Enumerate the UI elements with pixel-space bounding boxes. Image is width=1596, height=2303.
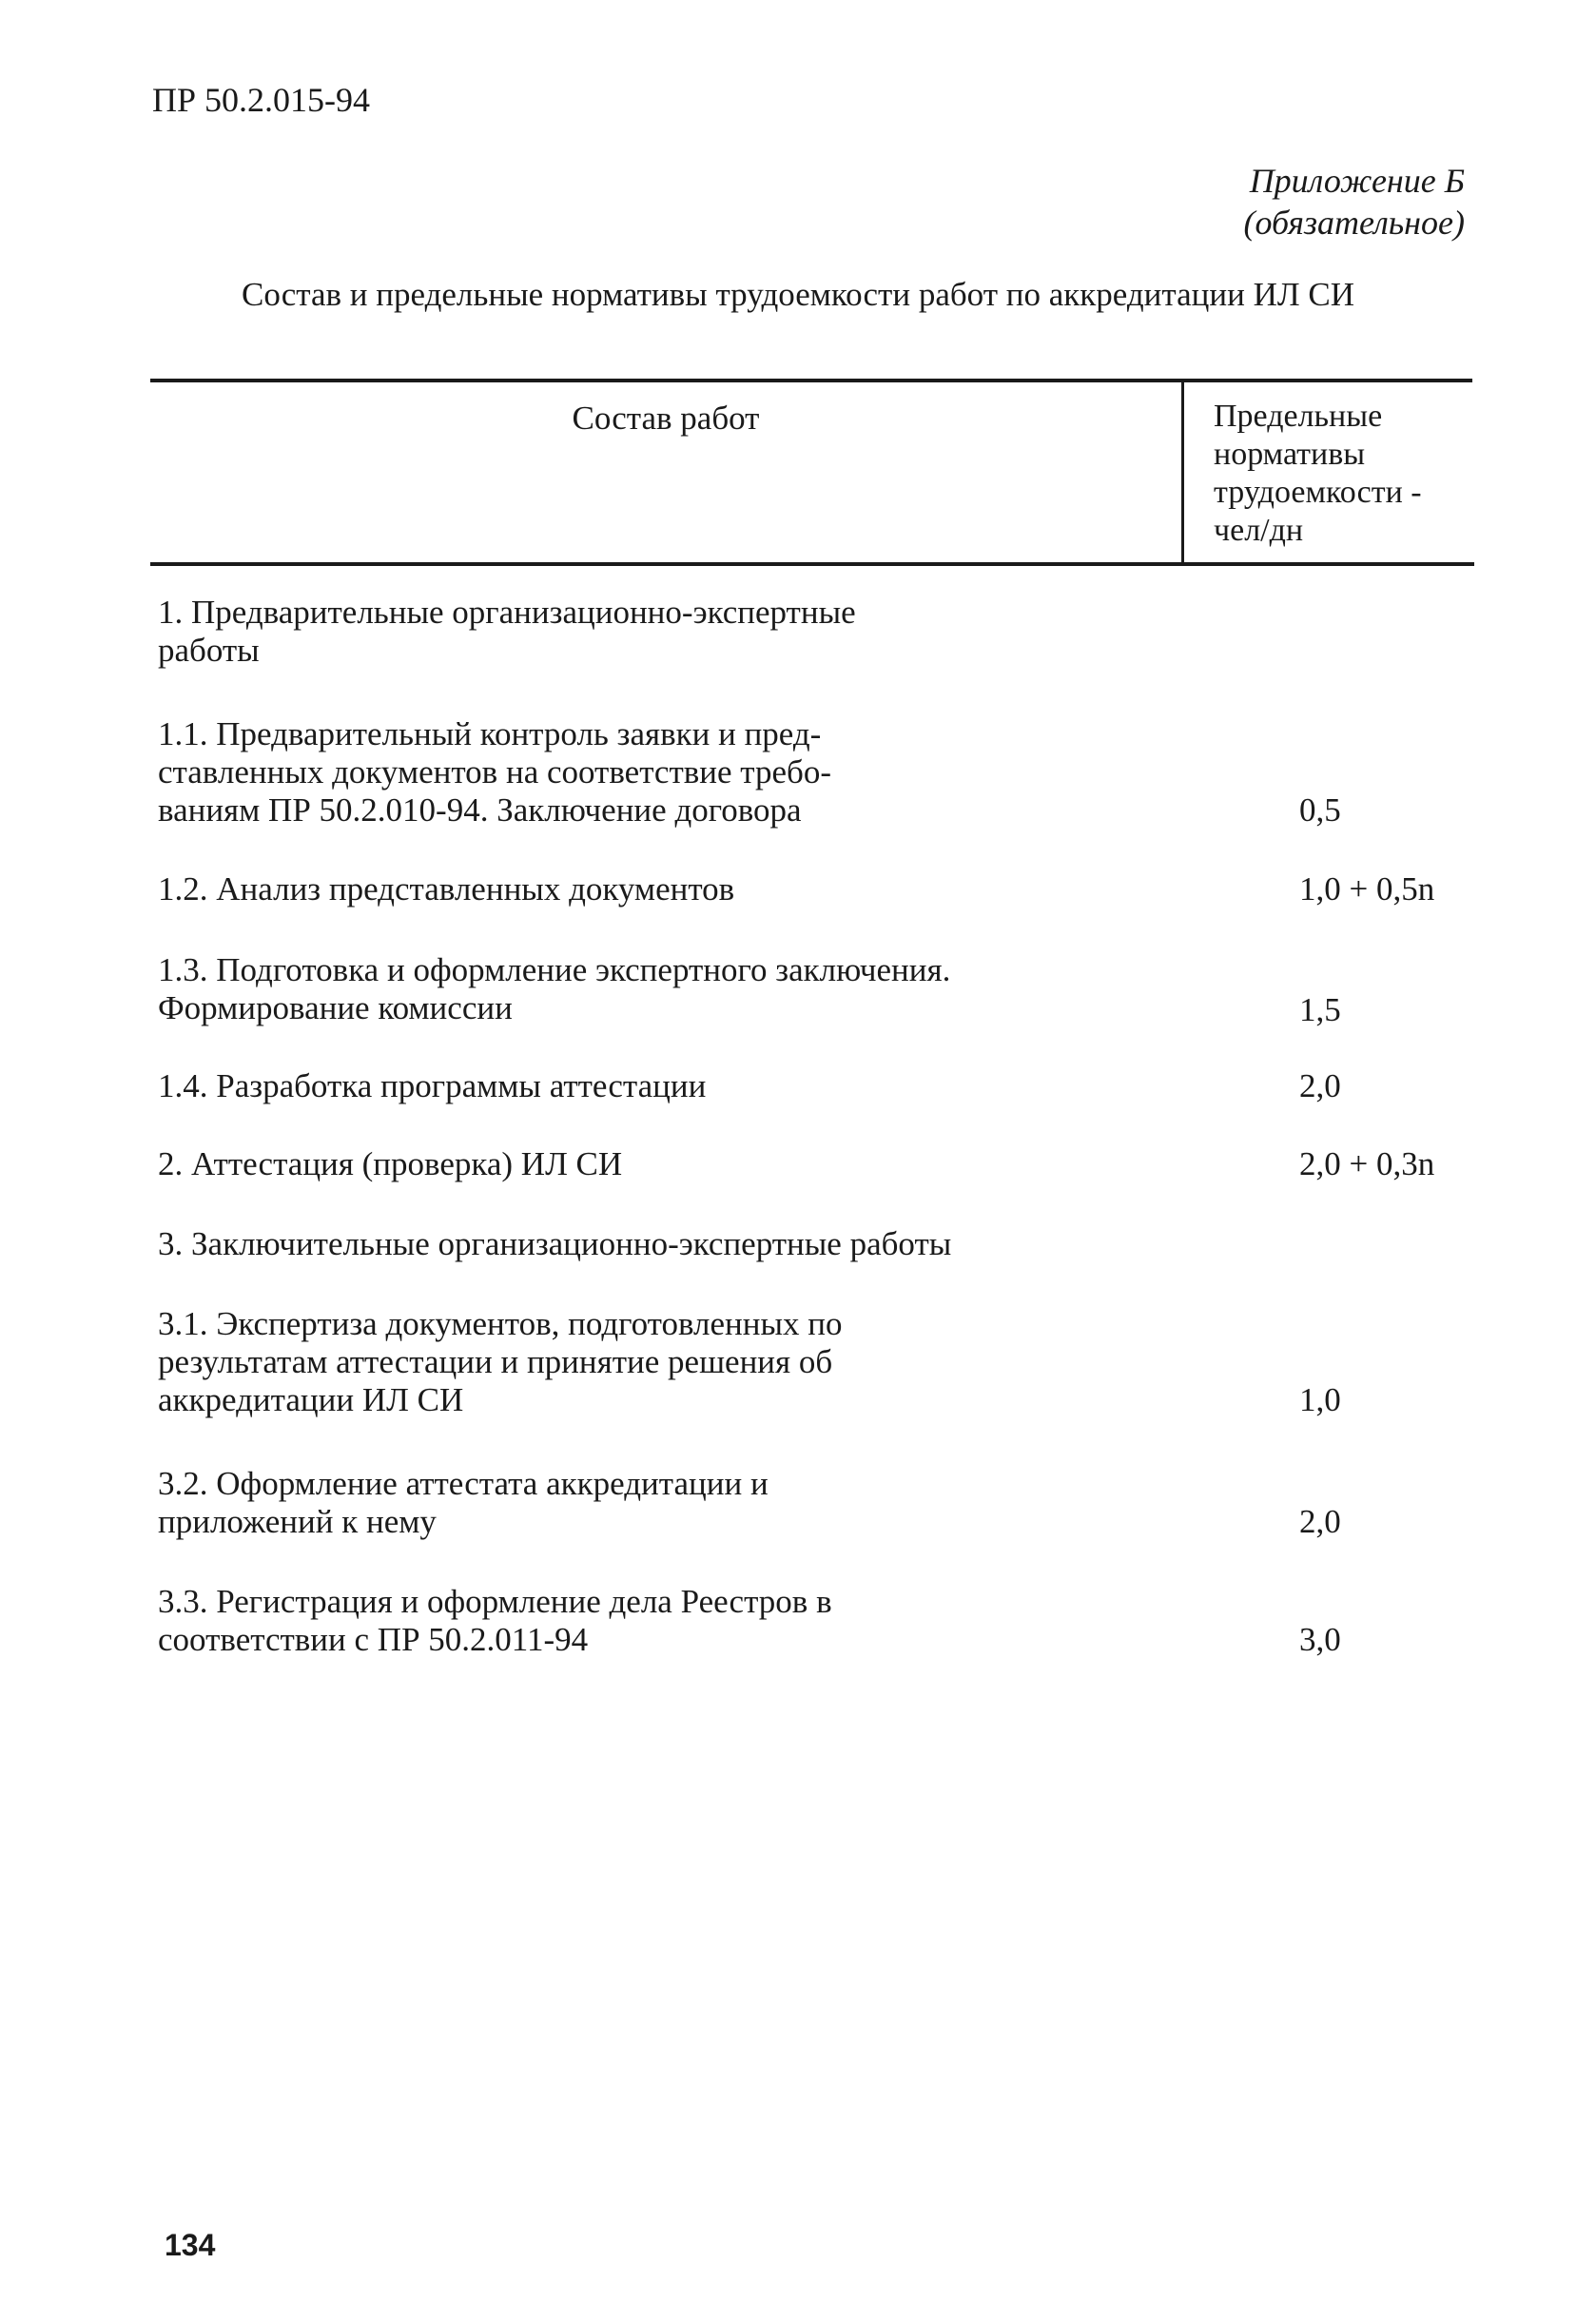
column-header-norms-line: нормативы (1214, 437, 1366, 472)
row-line: 2. Аттестация (проверка) ИЛ СИ (158, 1145, 623, 1182)
appendix-title: Приложение Б (1249, 162, 1465, 200)
table-row-text (158, 1225, 951, 1263)
table-row-value: 1,0 (1299, 1381, 1341, 1418)
row-line: приложений к нему (158, 1503, 437, 1540)
appendix-label (1244, 160, 1466, 244)
table-row-text (158, 1305, 843, 1419)
row-line: 3.3. Регистрация и оформление дела Реестров в (158, 1583, 832, 1620)
row-line: ваниям ПР 50.2.010-94. Заключение договора (158, 791, 802, 829)
table-row-text (158, 870, 734, 908)
table-row-text (158, 594, 856, 670)
table-top-rule (150, 379, 1472, 382)
row-line: 1.3. Подготовка и оформление экспертного заключения. (158, 951, 951, 988)
table-row-value: 2,0 (1299, 1503, 1341, 1540)
row-line: 3. Заключительные организационно-экспертные работы (158, 1225, 952, 1262)
row-line: результатам аттестации и принятие решения об (158, 1343, 833, 1380)
row-line: 1.1. Предварительный контроль заявки и пред- (158, 715, 822, 752)
row-line: аккредитации ИЛ СИ (158, 1381, 464, 1418)
column-header-works: Состав работ (572, 400, 760, 437)
table-row-value: 2,0 (1299, 1067, 1341, 1104)
table-row-value: 3,0 (1299, 1621, 1341, 1658)
row-line: 1.4. Разработка программы аттестации (158, 1067, 707, 1104)
row-line: работы (158, 632, 260, 669)
table-row-value: 0,5 (1299, 791, 1341, 829)
column-header-norms-line: Предельные (1214, 399, 1383, 434)
row-line: ставленных документов на соответствие требо- (158, 753, 832, 790)
row-line: соответствии с ПР 50.2.011-94 (158, 1621, 589, 1658)
table-title: Состав и предельные нормативы трудоемкости работ по аккредитации ИЛ СИ (242, 276, 1354, 313)
table-header-vertical-rule (1181, 379, 1184, 566)
column-header-norms-line: чел/дн (1214, 513, 1304, 548)
document-code: ПР 50.2.015-94 (152, 81, 371, 119)
row-line: 1.2. Анализ представленных документов (158, 870, 735, 908)
row-line: 3.2. Оформление аттестата аккредитации и (158, 1465, 769, 1502)
column-header-norms (1214, 398, 1470, 550)
table-row-value: 1,0 + 0,5n (1299, 870, 1435, 908)
table-row-text (158, 1145, 622, 1183)
row-line: 3.1. Экспертиза документов, подготовленных по (158, 1305, 843, 1342)
page-number: 134 (165, 2228, 216, 2262)
table-row-value: 2,0 + 0,3n (1299, 1145, 1435, 1182)
table-row-text (158, 1465, 769, 1541)
row-line: Формирование комиссии (158, 989, 513, 1026)
table-row-text (158, 715, 831, 829)
row-line: 1. Предварительные организационно-экспертные (158, 594, 856, 631)
table-row-text (158, 1067, 706, 1105)
table-row-text (158, 951, 950, 1027)
appendix-status: (обязательное) (1243, 204, 1465, 242)
table-row-value: 1,5 (1299, 991, 1341, 1028)
table-header-bottom-rule (150, 562, 1474, 566)
table-row-text (158, 1583, 832, 1659)
column-header-norms-line: трудоемкости - (1214, 475, 1422, 510)
